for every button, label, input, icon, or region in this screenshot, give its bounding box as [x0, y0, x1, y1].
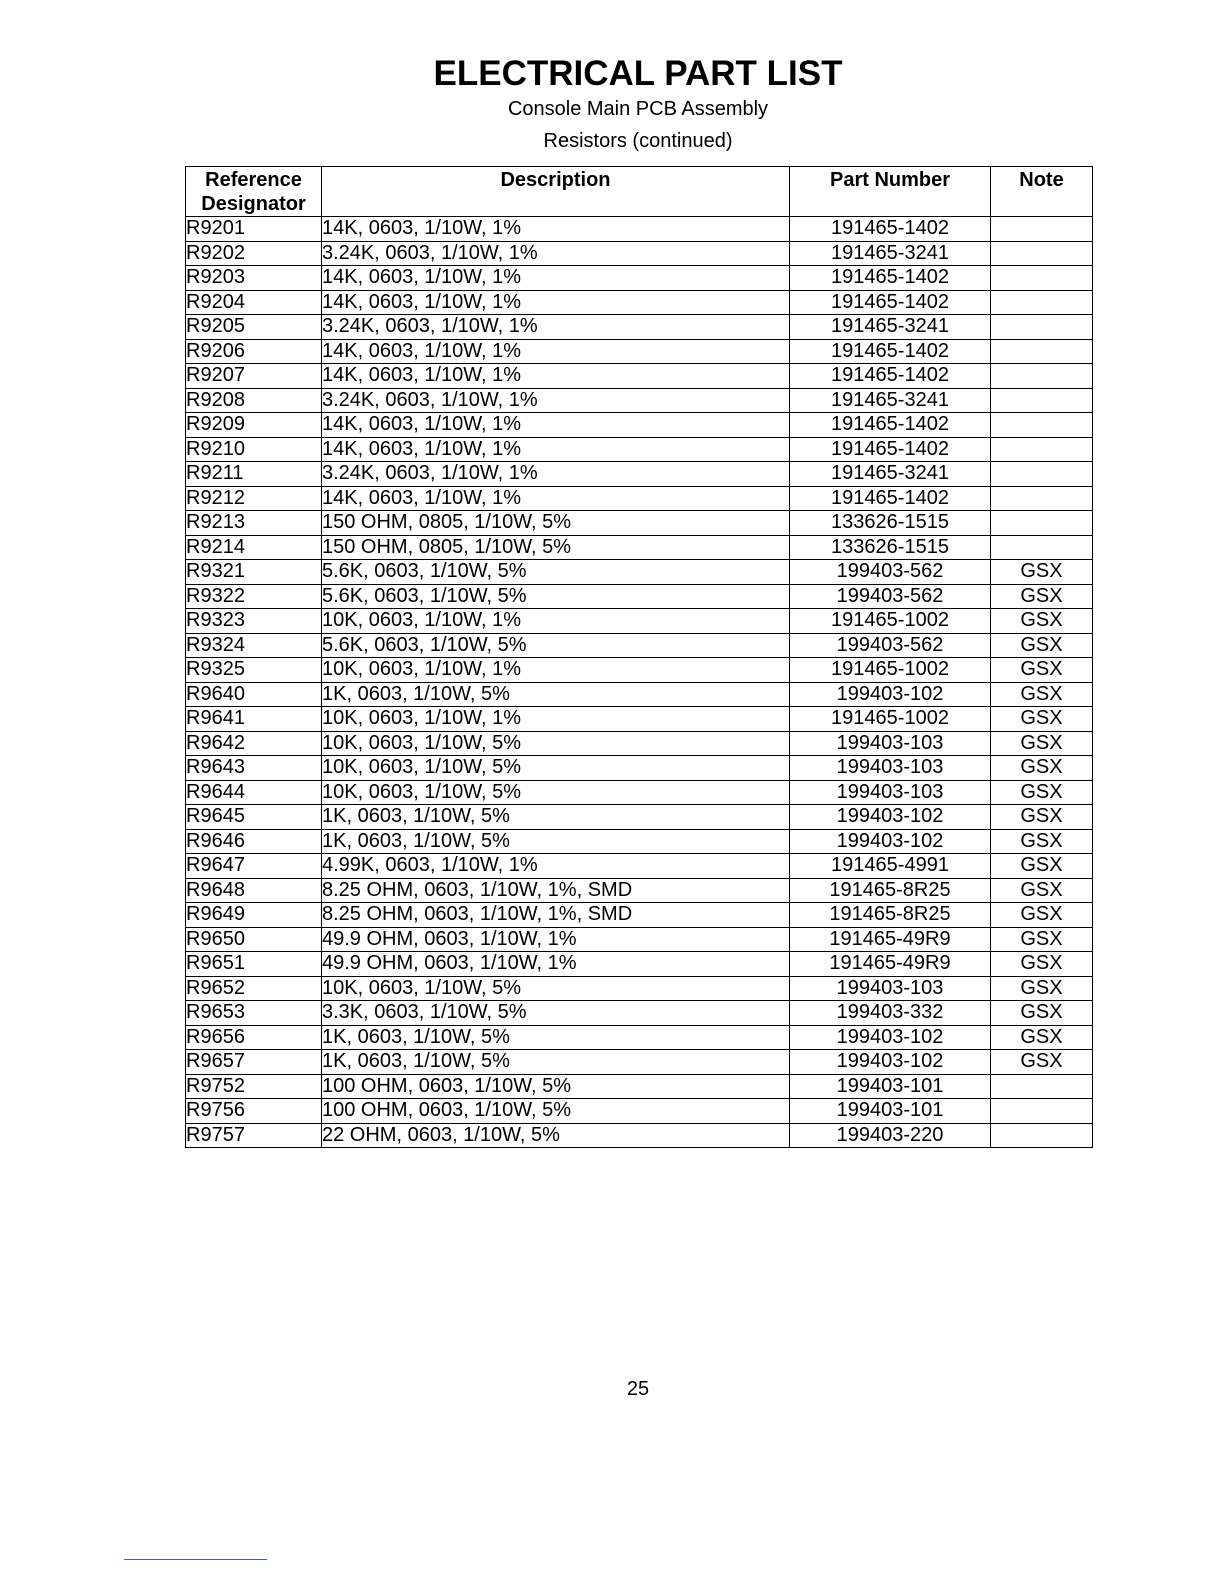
table-row	[186, 854, 1093, 879]
part-number-cell: 191465-1402	[790, 266, 991, 291]
reference-cell: R9647	[186, 854, 322, 879]
table-row	[186, 388, 1093, 413]
description-cell: 8.25 OHM, 0603, 1/10W, 1%, SMD	[322, 878, 790, 903]
note-cell	[991, 266, 1093, 291]
table-row	[186, 266, 1093, 291]
note-cell: GSX	[991, 682, 1093, 707]
note-cell: GSX	[991, 976, 1093, 1001]
table-row	[186, 609, 1093, 634]
table-row	[186, 462, 1093, 487]
reference-cell: R9324	[186, 633, 322, 658]
table-row	[186, 1099, 1093, 1124]
note-cell: GSX	[991, 584, 1093, 609]
description-cell: 10K, 0603, 1/10W, 5%	[322, 780, 790, 805]
part-number-cell: 191465-1002	[790, 658, 991, 683]
reference-cell: R9202	[186, 241, 322, 266]
table-row	[186, 511, 1093, 536]
note-cell	[991, 388, 1093, 413]
description-cell: 14K, 0603, 1/10W, 1%	[322, 413, 790, 438]
table-row	[186, 952, 1093, 977]
note-cell: GSX	[991, 1025, 1093, 1050]
reference-cell: R9640	[186, 682, 322, 707]
note-cell: GSX	[991, 707, 1093, 732]
table-row	[186, 339, 1093, 364]
column-header-reference	[186, 167, 322, 217]
note-cell: GSX	[991, 903, 1093, 928]
part-number-cell: 191465-1402	[790, 339, 991, 364]
note-cell	[991, 511, 1093, 536]
reference-cell: R9656	[186, 1025, 322, 1050]
table-row	[186, 903, 1093, 928]
description-cell: 5.6K, 0603, 1/10W, 5%	[322, 633, 790, 658]
reference-cell: R9648	[186, 878, 322, 903]
note-cell	[991, 241, 1093, 266]
reference-cell: R9211	[186, 462, 322, 487]
table-row	[186, 560, 1093, 585]
table-row	[186, 1050, 1093, 1075]
reference-cell: R9325	[186, 658, 322, 683]
reference-cell: R9321	[186, 560, 322, 585]
reference-cell: R9757	[186, 1123, 322, 1148]
part-number-cell: 199403-102	[790, 1025, 991, 1050]
page-title: ELECTRICAL PART LIST	[433, 54, 843, 93]
column-header-reference-line1: Reference	[205, 169, 302, 191]
description-cell: 14K, 0603, 1/10W, 1%	[322, 217, 790, 242]
description-cell: 10K, 0603, 1/10W, 1%	[322, 658, 790, 683]
part-number-cell: 199403-102	[790, 829, 991, 854]
table-row	[186, 315, 1093, 340]
reference-cell: R9651	[186, 952, 322, 977]
part-number-cell: 199403-101	[790, 1074, 991, 1099]
section-subtitle: Resistors (continued)	[543, 130, 733, 152]
table-row	[186, 976, 1093, 1001]
part-number-cell: 199403-103	[790, 731, 991, 756]
reference-cell: R9208	[186, 388, 322, 413]
reference-cell: R9644	[186, 780, 322, 805]
table-row	[186, 658, 1093, 683]
table-row	[186, 682, 1093, 707]
reference-cell: R9322	[186, 584, 322, 609]
part-number-cell: 191465-8R25	[790, 903, 991, 928]
description-cell: 1K, 0603, 1/10W, 5%	[322, 682, 790, 707]
reference-cell: R9645	[186, 805, 322, 830]
note-cell	[991, 462, 1093, 487]
note-cell	[991, 217, 1093, 242]
reference-cell: R9657	[186, 1050, 322, 1075]
part-number-cell: 199403-562	[790, 560, 991, 585]
description-cell: 14K, 0603, 1/10W, 1%	[322, 364, 790, 389]
part-number-cell: 191465-1402	[790, 364, 991, 389]
reference-cell: R9207	[186, 364, 322, 389]
part-number-cell: 199403-103	[790, 976, 991, 1001]
description-cell: 14K, 0603, 1/10W, 1%	[322, 266, 790, 291]
note-cell: GSX	[991, 829, 1093, 854]
table-row	[186, 535, 1093, 560]
description-cell: 10K, 0603, 1/10W, 5%	[322, 976, 790, 1001]
table-row	[186, 1025, 1093, 1050]
note-cell: GSX	[991, 609, 1093, 634]
reference-cell: R9206	[186, 339, 322, 364]
assembly-subtitle: Console Main PCB Assembly	[507, 98, 769, 120]
note-cell	[991, 413, 1093, 438]
table-row	[186, 780, 1093, 805]
part-number-cell: 191465-49R9	[790, 927, 991, 952]
note-cell	[991, 1099, 1093, 1124]
note-cell: GSX	[991, 560, 1093, 585]
part-number-cell: 199403-103	[790, 756, 991, 781]
table-row	[186, 241, 1093, 266]
table-row	[186, 731, 1093, 756]
note-cell: GSX	[991, 1050, 1093, 1075]
note-cell	[991, 486, 1093, 511]
reference-cell: R9650	[186, 927, 322, 952]
description-cell: 8.25 OHM, 0603, 1/10W, 1%, SMD	[322, 903, 790, 928]
table-row	[186, 1001, 1093, 1026]
description-cell: 14K, 0603, 1/10W, 1%	[322, 339, 790, 364]
part-number-cell: 191465-3241	[790, 388, 991, 413]
table-row	[186, 927, 1093, 952]
part-number-cell: 191465-1402	[790, 290, 991, 315]
part-number-cell: 199403-102	[790, 805, 991, 830]
reference-cell: R9213	[186, 511, 322, 536]
note-cell: GSX	[991, 854, 1093, 879]
note-cell: GSX	[991, 633, 1093, 658]
table-row	[186, 805, 1093, 830]
description-cell: 100 OHM, 0603, 1/10W, 5%	[322, 1099, 790, 1124]
description-cell: 150 OHM, 0805, 1/10W, 5%	[322, 535, 790, 560]
description-cell: 3.24K, 0603, 1/10W, 1%	[322, 462, 790, 487]
table-row	[186, 217, 1093, 242]
table-row	[186, 584, 1093, 609]
note-cell: GSX	[991, 731, 1093, 756]
reference-cell: R9212	[186, 486, 322, 511]
reference-cell: R9652	[186, 976, 322, 1001]
part-number-cell: 199403-562	[790, 584, 991, 609]
description-cell: 1K, 0603, 1/10W, 5%	[322, 829, 790, 854]
note-cell	[991, 364, 1093, 389]
reference-cell: R9204	[186, 290, 322, 315]
description-cell: 10K, 0603, 1/10W, 5%	[322, 756, 790, 781]
description-cell: 1K, 0603, 1/10W, 5%	[322, 805, 790, 830]
note-cell: GSX	[991, 780, 1093, 805]
table-row	[186, 878, 1093, 903]
reference-cell: R9323	[186, 609, 322, 634]
note-cell	[991, 1074, 1093, 1099]
description-cell: 14K, 0603, 1/10W, 1%	[322, 486, 790, 511]
description-cell: 14K, 0603, 1/10W, 1%	[322, 437, 790, 462]
part-number-cell: 191465-3241	[790, 241, 991, 266]
description-cell: 14K, 0603, 1/10W, 1%	[322, 290, 790, 315]
part-number-cell: 191465-1402	[790, 217, 991, 242]
reference-cell: R9201	[186, 217, 322, 242]
reference-cell: R9214	[186, 535, 322, 560]
note-cell: GSX	[991, 756, 1093, 781]
part-number-cell: 199403-562	[790, 633, 991, 658]
reference-cell: R9756	[186, 1099, 322, 1124]
column-header-description: Description	[322, 167, 790, 217]
part-number-cell: 191465-49R9	[790, 952, 991, 977]
description-cell: 1K, 0603, 1/10W, 5%	[322, 1025, 790, 1050]
description-cell: 3.24K, 0603, 1/10W, 1%	[322, 241, 790, 266]
reference-cell: R9642	[186, 731, 322, 756]
note-cell: GSX	[991, 878, 1093, 903]
reference-cell: R9210	[186, 437, 322, 462]
column-header-note: Note	[991, 167, 1093, 217]
part-number-cell: 199403-332	[790, 1001, 991, 1026]
table-row	[186, 364, 1093, 389]
part-number-cell: 133626-1515	[790, 511, 991, 536]
part-number-cell: 199403-220	[790, 1123, 991, 1148]
reference-cell: R9209	[186, 413, 322, 438]
description-cell: 100 OHM, 0603, 1/10W, 5%	[322, 1074, 790, 1099]
reference-cell: R9203	[186, 266, 322, 291]
note-cell: GSX	[991, 952, 1093, 977]
table-row	[186, 437, 1093, 462]
part-number-cell: 191465-3241	[790, 315, 991, 340]
description-cell: 150 OHM, 0805, 1/10W, 5%	[322, 511, 790, 536]
part-number-cell: 191465-1002	[790, 707, 991, 732]
table-row	[186, 707, 1093, 732]
table-row	[186, 413, 1093, 438]
note-cell: GSX	[991, 1001, 1093, 1026]
part-number-cell: 191465-1002	[790, 609, 991, 634]
table-row	[186, 1074, 1093, 1099]
table-row	[186, 829, 1093, 854]
note-cell: GSX	[991, 658, 1093, 683]
table-row	[186, 486, 1093, 511]
table-row	[186, 633, 1093, 658]
parts-table	[185, 166, 1093, 1148]
part-number-cell: 199403-101	[790, 1099, 991, 1124]
part-number-cell: 191465-1402	[790, 413, 991, 438]
note-cell: GSX	[991, 805, 1093, 830]
part-number-cell: 191465-3241	[790, 462, 991, 487]
note-cell	[991, 535, 1093, 560]
footer-rule	[124, 1559, 267, 1560]
description-cell: 1K, 0603, 1/10W, 5%	[322, 1050, 790, 1075]
table-header-row	[186, 167, 1093, 217]
reference-cell: R9649	[186, 903, 322, 928]
note-cell	[991, 1123, 1093, 1148]
reference-cell: R9752	[186, 1074, 322, 1099]
table-row	[186, 756, 1093, 781]
note-cell	[991, 315, 1093, 340]
reference-cell: R9646	[186, 829, 322, 854]
description-cell: 10K, 0603, 1/10W, 1%	[322, 707, 790, 732]
note-cell	[991, 339, 1093, 364]
description-cell: 5.6K, 0603, 1/10W, 5%	[322, 584, 790, 609]
table-row	[186, 290, 1093, 315]
part-number-cell: 191465-1402	[790, 486, 991, 511]
part-number-cell: 191465-8R25	[790, 878, 991, 903]
description-cell: 49.9 OHM, 0603, 1/10W, 1%	[322, 927, 790, 952]
description-cell: 3.3K, 0603, 1/10W, 5%	[322, 1001, 790, 1026]
description-cell: 10K, 0603, 1/10W, 5%	[322, 731, 790, 756]
description-cell: 3.24K, 0603, 1/10W, 1%	[322, 388, 790, 413]
reference-cell: R9205	[186, 315, 322, 340]
note-cell: GSX	[991, 927, 1093, 952]
description-cell: 49.9 OHM, 0603, 1/10W, 1%	[322, 952, 790, 977]
note-cell	[991, 437, 1093, 462]
description-cell: 4.99K, 0603, 1/10W, 1%	[322, 854, 790, 879]
note-cell	[991, 290, 1093, 315]
part-number-cell: 199403-103	[790, 780, 991, 805]
part-number-cell: 133626-1515	[790, 535, 991, 560]
part-number-cell: 191465-4991	[790, 854, 991, 879]
page-number: 25	[626, 1378, 650, 1400]
part-number-cell: 199403-102	[790, 1050, 991, 1075]
reference-cell: R9643	[186, 756, 322, 781]
reference-cell: R9641	[186, 707, 322, 732]
column-header-part-number: Part Number	[790, 167, 991, 217]
part-number-cell: 199403-102	[790, 682, 991, 707]
table-row	[186, 1123, 1093, 1148]
description-cell: 3.24K, 0603, 1/10W, 1%	[322, 315, 790, 340]
description-cell: 10K, 0603, 1/10W, 1%	[322, 609, 790, 634]
part-number-cell: 191465-1402	[790, 437, 991, 462]
column-header-reference-line2: Designator	[201, 193, 306, 215]
description-cell: 5.6K, 0603, 1/10W, 5%	[322, 560, 790, 585]
description-cell: 22 OHM, 0603, 1/10W, 5%	[322, 1123, 790, 1148]
reference-cell: R9653	[186, 1001, 322, 1026]
